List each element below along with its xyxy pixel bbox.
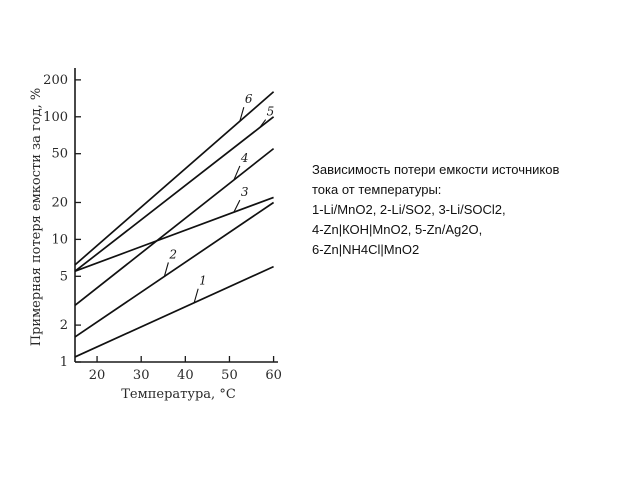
series-label-4: 4 xyxy=(240,150,249,165)
chart-series xyxy=(75,92,274,357)
x-tick-label: 50 xyxy=(221,368,238,383)
x-tick-label: 30 xyxy=(132,368,150,383)
y-tick-label: 200 xyxy=(43,72,68,88)
y-tick-label: 100 xyxy=(43,109,68,125)
y-tick-label: 50 xyxy=(51,146,68,162)
y-tick-label: 20 xyxy=(51,195,68,211)
y-tick-label: 2 xyxy=(59,318,68,334)
figure-caption xyxy=(312,160,632,260)
series-label-1: 1 xyxy=(199,273,207,288)
series-label-6: 6 xyxy=(244,92,253,107)
x-tick-label: 60 xyxy=(265,368,282,383)
y-tick-label: 1 xyxy=(59,355,68,370)
series-line-4 xyxy=(75,149,274,306)
x-tick-label: 20 xyxy=(88,368,106,383)
y-tick-label: 10 xyxy=(51,232,68,248)
caption-line: тока от температуры: xyxy=(312,182,442,197)
series-label-2: 2 xyxy=(169,247,178,262)
y-axis-label: Примерная потеря емкости за год, % xyxy=(29,87,44,347)
series-label-5: 5 xyxy=(266,104,275,119)
chart-curve-labels xyxy=(164,92,274,303)
series-line-2 xyxy=(75,202,274,336)
series-label-3: 3 xyxy=(240,185,249,200)
caption-line: 4-Zn|КОН|MnO2, 5-Zn/Ag2O, xyxy=(312,222,483,237)
caption-line: 1-Li/MnO2, 2-Li/SO2, 3-Li/SOCl2, xyxy=(312,202,506,217)
caption-line: 6-Zn|NH4Cl|MnO2 xyxy=(312,242,420,257)
caption-line: Зависимость потери емкости источников xyxy=(312,162,560,177)
chart-ticks xyxy=(43,73,282,383)
x-tick-label: 40 xyxy=(177,368,194,383)
x-axis-label: Температура, °С xyxy=(121,387,236,402)
y-tick-label: 5 xyxy=(59,269,68,285)
chart-axes xyxy=(75,68,278,362)
series-line-6 xyxy=(75,92,274,265)
series-line-1 xyxy=(75,267,274,357)
